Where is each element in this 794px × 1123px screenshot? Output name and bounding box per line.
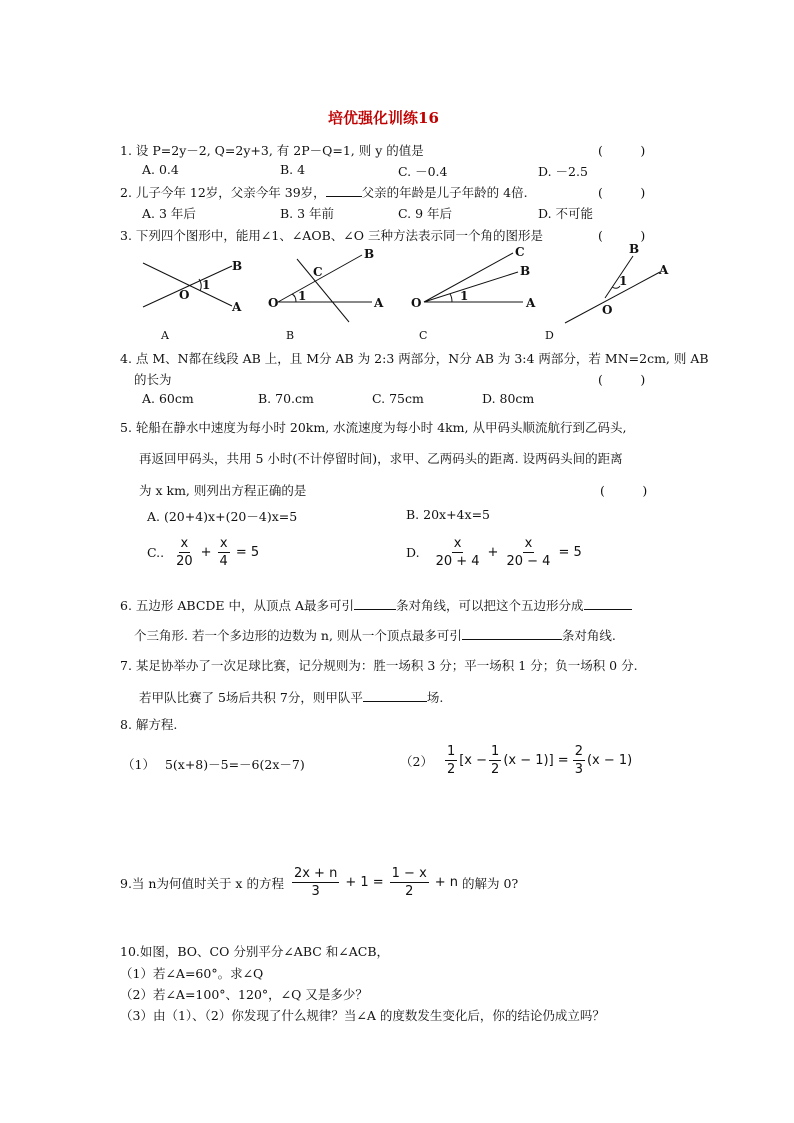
q7-line-2a: 若甲队比赛了 5场后共积 7分，则甲队平 (139, 690, 363, 705)
q5-option-d-label: D. (406, 545, 420, 560)
q8-x-minus-1-end: (x − 1) (586, 753, 633, 768)
fig-c-point-b: B (520, 264, 531, 278)
q5-d-equals: = 5 (558, 545, 582, 560)
figure-label-d: D (545, 329, 554, 342)
q5-option-b: B. 20x+4x=5 (406, 507, 490, 522)
fig-a-point-a: A (232, 300, 242, 314)
q1-answer-paren: ( ) (598, 143, 646, 158)
q8-x-minus-1: (x − 1)] = (503, 753, 569, 768)
q5-c-frac-1: $\frac{x}{20}$ (176, 536, 193, 569)
q4-stem-a: 4. 点 M、N都在线段 AB 上，且 M分 AB 为 2:3 两部分，N分 AB 为 3:4 两部分，若 MN=2cm, 则 AB (120, 351, 709, 366)
q1-option-d: D. －2.5 (538, 164, 588, 179)
q5-option-c-label: C.. (147, 545, 165, 560)
q6-line-1b: 条对角线，可以把这个五边形分成 (396, 598, 584, 613)
q4-option-b: B. 70.cm (258, 391, 314, 406)
q10-part-2: （2）若∠A=100°、120°，∠Q 又是多少？ (120, 987, 368, 1002)
q5-answer-paren: ( ) (600, 483, 648, 498)
q9-frac-1: $\frac{2x + n}{3}$ (293, 866, 338, 899)
q5-line-1: 5. 轮船在静水中速度为每小时 20km, 水流速度为每小时 4km, 从甲码头顺流航行到乙码头, (120, 420, 627, 435)
figure-label-b: B (286, 329, 295, 342)
q6-blank-2[interactable] (584, 597, 632, 610)
q5-line-2: 再返回甲码头，共用 5 小时(不计停留时间)，求甲、乙两码头的距离. 设两码头间的距离 (139, 451, 623, 466)
fig-d-point-a: A (659, 263, 669, 277)
figure-b (268, 247, 384, 322)
q5-option-a: A. (20+4)x+(20－4)x=5 (147, 509, 298, 524)
q9-plus-one: + 1 = (345, 875, 384, 890)
fig-b-point-c: C (313, 265, 323, 279)
q5-d-frac-2: $\frac{x}{20 - 4}$ (506, 536, 551, 569)
q8-part2-label: （2） (400, 753, 433, 769)
q10-part-1: （1）若∠A=60°。求∠Q (120, 966, 264, 981)
q7-line-2b: 场. (426, 690, 444, 705)
q8-part1-equation: 5(x+8)－5=－6(2x－7) (164, 757, 305, 772)
q9-suffix: 的解为 0? (462, 875, 519, 891)
figure-label-a: A (161, 329, 169, 342)
q5-option-c (147, 536, 263, 569)
q7-line-1: 7. 某足协举办了一次足球比赛，记分规则为：胜一场积 3 分；平一场积 1 分；负一场积 0 分. (120, 658, 638, 673)
q8-stem: 8. 解方程. (120, 717, 178, 732)
q1-option-a: A. 0.4 (142, 162, 179, 177)
page-title: 培优强化训练16 (328, 109, 439, 127)
q2-option-d: D. 不可能 (538, 206, 594, 221)
q2-stem-a: 2. 儿子今年 12岁，父亲今年 39岁， (120, 185, 326, 200)
q9-line (120, 866, 518, 899)
q2-stem-b: 父亲的年龄是儿子年龄的 4倍. (361, 185, 528, 200)
figure-c (411, 245, 536, 310)
q6-blank-1[interactable] (354, 597, 396, 610)
q2-answer-paren: ( ) (598, 185, 646, 200)
q5-option-d (406, 536, 586, 569)
q3-answer-paren: ( ) (598, 228, 646, 243)
q3-figures (0, 0, 794, 345)
q8-bracket-x: [x − (459, 753, 488, 768)
q8-frac-two-thirds: $\frac{2}{3}$ (574, 744, 583, 777)
q1-option-b: B. 4 (280, 162, 306, 177)
q1-option-c: C. －0.4 (398, 164, 448, 179)
q8-frac-half-2: $\frac{1}{2}$ (491, 744, 500, 777)
q4-answer-paren: ( ) (598, 372, 646, 387)
q4-stem-b: 的长为 (134, 372, 172, 387)
fig-a-angle-1: 1 (202, 278, 211, 292)
q9-plus-n: + n (434, 875, 459, 890)
q9-prefix: 9.当 n为何值时关于 x 的方程 (120, 875, 284, 891)
fig-a-point-o: O (179, 288, 190, 302)
fig-d-point-o: O (602, 303, 613, 317)
figure-label-c: C (419, 329, 428, 342)
q5-c-frac-2: $\frac{x}{4}$ (219, 536, 228, 569)
q9-frac-2: $\frac{1 - x}{2}$ (391, 866, 427, 899)
fig-b-point-o: O (268, 296, 279, 310)
q1-stem: 1. 设 P=2y－2, Q=2y+3, 有 2P－Q=1, 则 y 的值是 (120, 143, 424, 158)
fig-b-point-b: B (364, 247, 375, 261)
q2-option-b: B. 3 年前 (280, 206, 335, 221)
fig-c-point-o: O (411, 296, 422, 310)
fig-a-point-b: B (232, 259, 243, 273)
q6-line-1a: 6. 五边形 ABCDE 中，从顶点 A最多可引 (120, 598, 355, 613)
fig-d-point-b: B (629, 242, 640, 256)
q10-part-3: （3）由（1）、（2）你发现了什么规律？当∠A 的度数发生变化后，你的结论仍成立吗？ (120, 1008, 605, 1023)
q8-part1-label: （1） (122, 757, 155, 772)
q4-option-c: C. 75cm (372, 391, 424, 406)
q2-option-c: C. 9 年后 (398, 206, 452, 221)
q10-stem: 10.如图，BO、CO 分别平分∠ABC 和∠ACB， (120, 944, 390, 959)
q5-c-equals: = 5 (235, 545, 260, 560)
fig-b-angle-1: 1 (298, 289, 307, 303)
q7-blank[interactable] (363, 689, 427, 702)
figure-a (143, 259, 242, 314)
q6-blank-3[interactable] (462, 627, 562, 640)
q6-line-2a: 个三角形. 若一个多边形的边数为 n, 则从一个顶点最多可引 (134, 628, 462, 643)
fig-c-angle-1: 1 (460, 289, 469, 303)
q5-line-3: 为 x km, 则列出方程正确的是 (139, 483, 307, 498)
q8-frac-half-1: $\frac{1}{2}$ (446, 744, 456, 777)
q4-option-d: D. 80cm (482, 391, 535, 406)
q2-option-a: A. 3 年后 (142, 206, 196, 221)
q5-d-plus: + (487, 545, 499, 560)
q6-line-2b: 条对角线. (561, 628, 616, 643)
fig-c-point-c: C (515, 245, 525, 259)
figure-d (565, 242, 669, 323)
q8-part2-equation (400, 744, 632, 777)
fig-c-point-a: A (526, 296, 536, 310)
fig-b-point-a: A (374, 296, 384, 310)
q3-stem: 3. 下列四个图形中，能用∠1、∠AOB、∠O 三种方法表示同一个角的图形是 (120, 228, 543, 243)
q5-d-frac-1: $\frac{x}{20 + 4}$ (435, 536, 480, 569)
fig-d-angle-1: 1 (619, 274, 628, 288)
q5-c-plus: + (200, 545, 212, 560)
q4-option-a: A. 60cm (142, 391, 194, 406)
